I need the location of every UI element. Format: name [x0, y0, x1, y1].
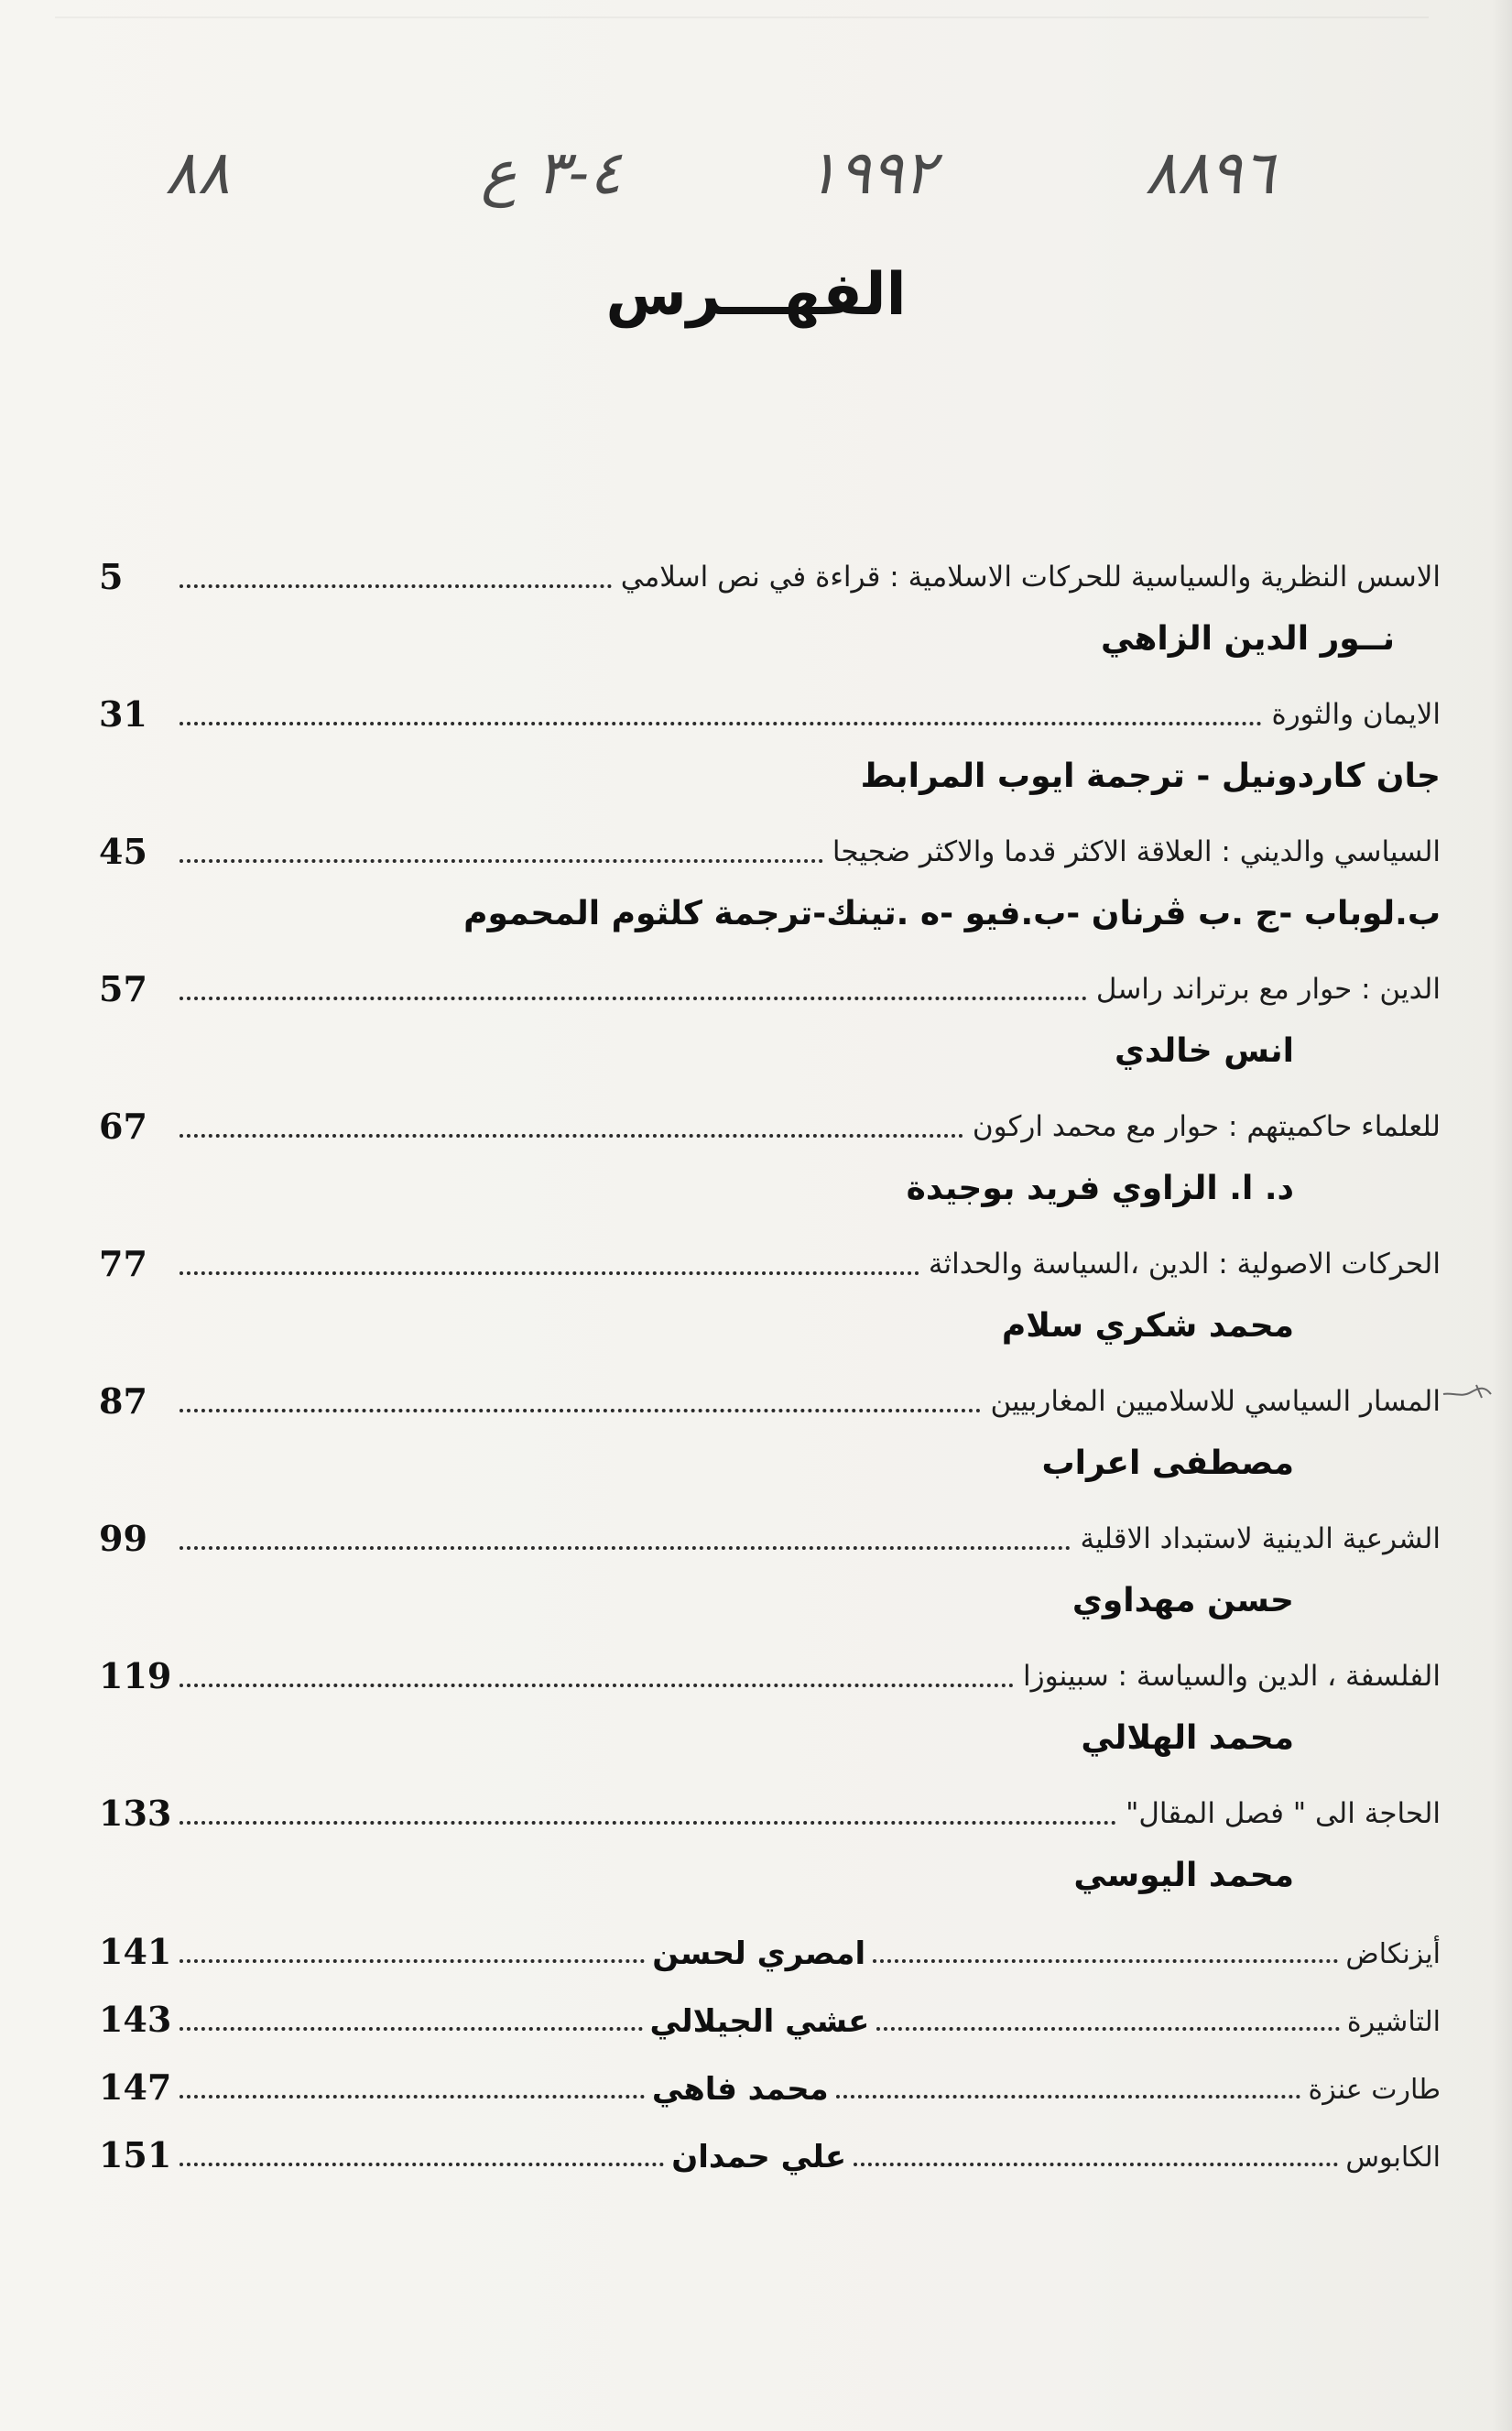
- dot-leader: [179, 1271, 919, 1275]
- toc-page-number: 99: [99, 1518, 147, 1559]
- toc-entry: [99, 1088, 1441, 1150]
- toc-page-number: 119: [99, 1655, 172, 1696]
- handwritten-note: ٤-٣ ع: [481, 137, 622, 208]
- dot-leader: [179, 997, 1087, 1000]
- toc-entry-author: محمد اليوسي: [1073, 1856, 1294, 1894]
- toc-author-row: [99, 1700, 1441, 1775]
- toc-entry-title: الايمان والثورة: [1271, 698, 1441, 731]
- toc-entry: [99, 1500, 1441, 1563]
- toc-page-number: 67: [99, 1106, 147, 1147]
- toc-entry: [99, 1910, 1441, 1978]
- margin-pen-mark: [1440, 1374, 1495, 1411]
- dot-leader: [179, 859, 823, 863]
- toc-entry: [99, 1978, 1441, 2045]
- creative-section: [99, 1910, 1441, 2181]
- toc-entry-author: عشي الجيلالي: [649, 2003, 870, 2040]
- dot-leader: [179, 2027, 643, 2031]
- dot-leader: [179, 2095, 645, 2099]
- dot-leader: [179, 1821, 1116, 1825]
- dot-leader: [179, 1546, 1071, 1550]
- dot-leader: [179, 1409, 981, 1412]
- toc-author-row: [99, 601, 1441, 676]
- page-title: الفهـــرس: [605, 261, 907, 329]
- toc-page-number: 77: [99, 1243, 147, 1284]
- toc-author-row: [99, 1837, 1441, 1913]
- toc-entry: [99, 1363, 1441, 1425]
- toc-entry: [99, 2113, 1441, 2181]
- toc-entry-author: د. ا. الزاوي فريد بوجيدة: [906, 1169, 1294, 1207]
- binding-edge: [1492, 0, 1512, 2431]
- dot-leader: [179, 722, 1262, 725]
- toc-author-row: [99, 1013, 1441, 1088]
- toc-entry: [99, 813, 1441, 876]
- dot-leader: [179, 2163, 664, 2166]
- toc-entry-author: مصطفى اعراب: [1041, 1444, 1294, 1482]
- toc-entry-author: محمد شكري سلام: [1001, 1306, 1294, 1345]
- toc-entry: [99, 1775, 1441, 1837]
- handwritten-note: ٨٨: [165, 137, 230, 208]
- dot-leader: [873, 1959, 1338, 1963]
- toc-entry-title: الشرعية الدينية لاستبداد الاقلية: [1080, 1522, 1441, 1555]
- toc-entry: [99, 1226, 1441, 1288]
- dot-leader: [836, 2095, 1301, 2099]
- toc-entry-title: الفلسفة ، الدين والسياسة : سبينوزا: [1023, 1660, 1441, 1693]
- dot-leader: [876, 2027, 1340, 2031]
- toc-entry: [99, 2045, 1441, 2113]
- toc-author-row: [99, 1150, 1441, 1226]
- toc-entry: [99, 951, 1441, 1013]
- toc-entry-author: حسن مهداوي: [1071, 1581, 1294, 1619]
- dot-leader: [179, 1959, 645, 1963]
- dot-leader: [179, 584, 612, 588]
- toc-entry-title: السياسي والديني : العلاقة الاكثر قدما والاكثر ضجيجا: [832, 835, 1441, 868]
- toc-page-number: 133: [99, 1793, 172, 1834]
- toc-entry-author: امصري لحسن: [652, 1935, 866, 1972]
- toc-entry-title: أيزنكاض: [1345, 1938, 1441, 1970]
- toc-entry-title: الحاجة الى " فصل المقال": [1126, 1797, 1441, 1830]
- dot-leader: [854, 2163, 1338, 2166]
- toc-entry-author: انس خالدي: [1114, 1031, 1294, 1070]
- dot-leader: [179, 1684, 1014, 1687]
- toc-entry: [99, 1638, 1441, 1700]
- toc-entry: [99, 676, 1441, 738]
- toc-entry-title: للعلماء حاكميتهم : حوار مع محمد اركون: [972, 1110, 1441, 1143]
- table-of-contents: [99, 539, 1441, 1913]
- toc-entry-author: نــور الدين الزاهي: [1100, 619, 1395, 658]
- page-edge-shadow: [55, 16, 1429, 18]
- toc-entry-title: المسار السياسي للاسلاميين المغاربيين: [990, 1385, 1441, 1418]
- toc-entry-title: الدين : حوار مع برتراند راسل: [1095, 973, 1441, 1006]
- toc-author-row: [99, 1425, 1441, 1500]
- toc-entry-title: طارت عنزة: [1308, 2074, 1441, 2106]
- toc-page-number: 45: [99, 831, 147, 872]
- toc-entry: [99, 539, 1441, 601]
- toc-page-number: 31: [99, 693, 147, 735]
- handwritten-note: ٨٨٩٦: [1145, 137, 1275, 208]
- toc-page-number: 151: [98, 2134, 172, 2175]
- toc-entry-author: محمد الهلالي: [1081, 1718, 1294, 1757]
- toc-page-number: 143: [98, 1999, 172, 2040]
- toc-page-number: 147: [99, 2066, 172, 2108]
- toc-entry-author: علي حمدان: [671, 2139, 847, 2175]
- toc-entry-author: ب.لوباب -ج .ب ڤرنان -ب.فيو -ه .تينك-ترجمة كلثوم المحموم: [463, 894, 1441, 932]
- toc-page-number: 87: [99, 1380, 147, 1422]
- handwritten-note: ١٩٩٢: [806, 137, 936, 208]
- toc-entry-author: محمد فاهي: [651, 2071, 829, 2108]
- toc-author-row: [99, 1288, 1441, 1363]
- toc-page-number: 141: [99, 1931, 172, 1972]
- toc-author-row: [99, 1563, 1441, 1638]
- toc-entry-title: الكابوس: [1345, 2142, 1441, 2174]
- toc-author-row: [99, 738, 1441, 813]
- dot-leader: [179, 1134, 963, 1138]
- toc-entry-author: جان كاردونيل - ترجمة ايوب المرابط: [860, 757, 1441, 795]
- handwritten-notes: [165, 128, 1355, 229]
- toc-page-number: 57: [99, 968, 147, 1009]
- toc-entry-title: التاشيرة: [1346, 2006, 1441, 2038]
- toc-page-number: 5: [99, 556, 124, 597]
- toc-entry-title: الاسس النظرية والسياسية للحركات الاسلامية : قراءة في نص اسلامي: [620, 561, 1441, 594]
- toc-entry-title: الحركات الاصولية : الدين ،السياسة والحداثة: [928, 1248, 1441, 1281]
- toc-author-row: [99, 876, 1441, 951]
